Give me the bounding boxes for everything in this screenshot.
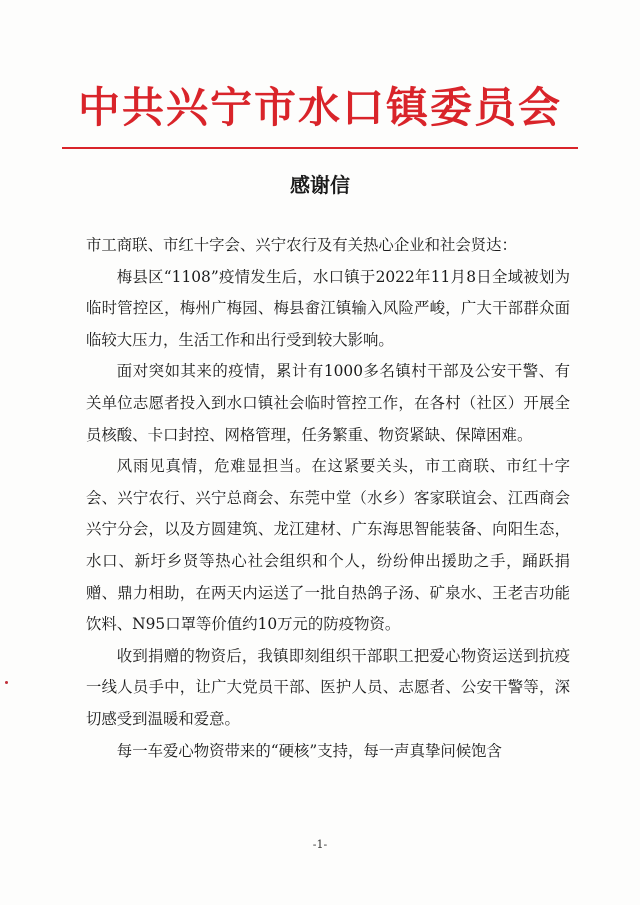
salutation: 市工商联、市红十字会、兴宁农行及有关热心企业和社会贤达： [86,236,517,254]
letterhead-title: 中共兴宁市水口镇委员会 [77,83,562,132]
letterhead-red-rule [62,147,578,149]
margin-mark [5,681,8,684]
paragraph-5: 每一车爱心物资带来的“硬核”支持，每一声真挚问候饱含 [116,741,502,760]
paragraph-2: 面对突如其来的疫情，累计有1000多名镇村干部及公安干警、有关单位志愿者投入到水口镇社会临时管控工作，在各村（社区）开展全员核酸、卡口封控、网格管理，任务繁重、物资紧缺、保障困难。 [86,362,570,444]
paragraph-3: 风雨见真情，危难显担当。在这紧要关头，市工商联、市红十字会、兴宁农行、兴宁总商会、东莞中堂（水乡）客家联谊会、江西商会兴宁分会，以及方圆建筑、龙江建材、广东海思智能装备、向阳生态，水口、新圩乡贤等热心社会组织和个人，纷纷伸出援助之手，踊跃捐赠、鼎力相助，在两天内运送了一批自热鸽子汤、矿泉水、王老吉功能饮料、N95口罩等价值约10万元的防疫物资。 [86,457,570,634]
paragraph-1: 梅县区“1108”疫情发生后，水口镇于2022年11月8日全域被划为临时管控区，梅州广梅园、梅县畲江镇输入风险严峻，广大干部群众面临较大压力，生活工作和出行受到较大影响。 [86,267,570,349]
document-title: 感谢信 [290,173,350,197]
page-number: -1- [312,838,328,851]
paragraph-4: 收到捐赠的物资后，我镇即刻组织干部职工把爱心物资运送到抗疫一线人员手中，让广大党员干部、医护人员、志愿者、公安干警等，深切感受到温暖和爱意。 [86,646,570,728]
letter-body [86,230,570,767]
